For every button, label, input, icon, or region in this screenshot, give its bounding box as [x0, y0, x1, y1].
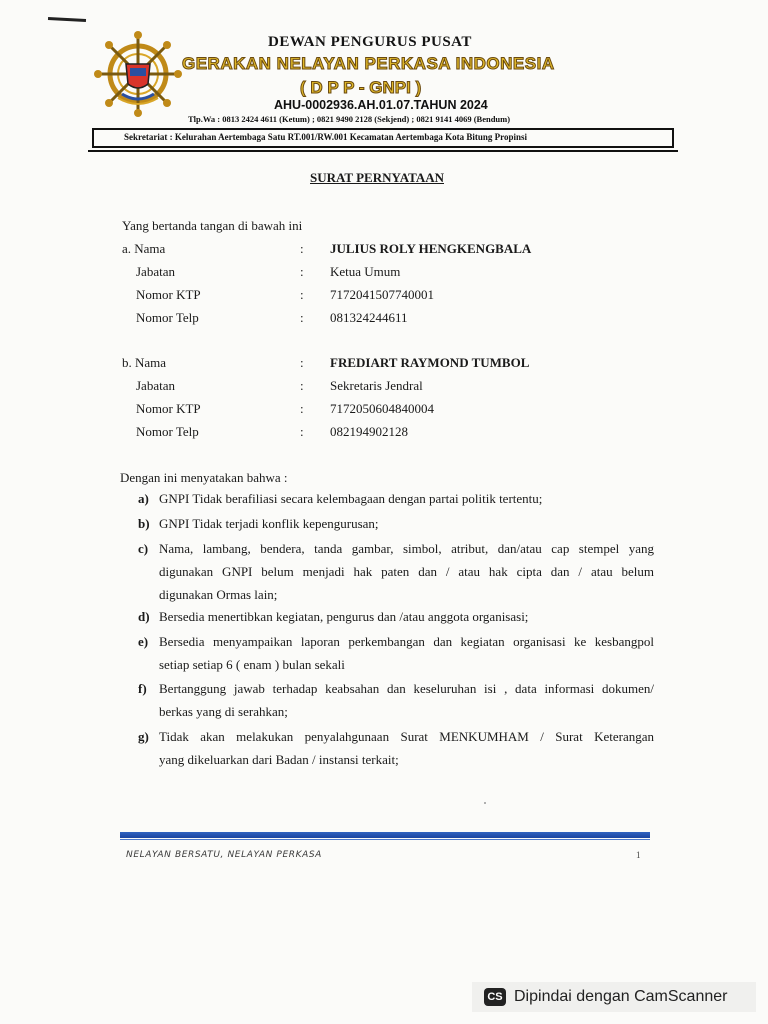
- item-text-line-2: digunakan GNPI belum menjadi hak paten dan / atau hak cipta dan / atau belum: [159, 564, 654, 579]
- statement-intro: Dengan ini menyatakan bahwa :: [120, 470, 288, 485]
- signer-a-ktp: 7172041507740001: [330, 287, 434, 302]
- secretariat-address: Sekretariat : Kelurahan Aertembaga Satu RT.001/RW.001 Kecamatan Aertembaga Kota Bitung Propinsi: [124, 132, 528, 142]
- colon: :: [300, 287, 304, 302]
- colon: :: [300, 310, 304, 325]
- colon: :: [300, 401, 304, 416]
- corner-mark: [48, 17, 86, 22]
- camscanner-watermark: [472, 982, 756, 1012]
- item-text: GNPI Tidak terjadi konflik kepengurusan;: [159, 516, 379, 531]
- signer-a-phone: 081324244611: [330, 310, 408, 325]
- camscanner-logo-icon: CS: [484, 988, 506, 1006]
- item-text-line-1: Tidak akan melakukan penyalahgunaan Surat MENKUMHAM / Surat Keterangan: [159, 729, 654, 744]
- item-marker: g): [138, 729, 149, 744]
- scan-speck: [484, 802, 486, 804]
- footer-divider: [120, 832, 650, 838]
- colon: :: [300, 241, 304, 256]
- signer-b-name: FREDIART RAYMOND TUMBOL: [330, 355, 530, 370]
- item-text-line-2: setiap setiap 6 ( enam ) bulan sekali: [159, 657, 345, 672]
- signer-b-phone: 082194902128: [330, 424, 408, 439]
- gnpi-logo-icon: [92, 30, 184, 122]
- signer-a-position: Ketua Umum: [330, 264, 401, 279]
- item-marker: a): [138, 491, 149, 506]
- position-label: Jabatan: [136, 264, 175, 279]
- signer-a-name: JULIUS ROLY HENGKENGBALA: [330, 241, 532, 256]
- contact-phones: Tlp.Wa : 0813 2424 4611 (Ketum) ; 0821 9490 2128 (Sekjend) ; 0821 9141 4069 (Bendum): [188, 114, 511, 124]
- item-marker: b): [138, 516, 150, 531]
- secretariat-box: [92, 128, 674, 148]
- phone-label: Nomor Telp: [136, 424, 199, 439]
- item-text-line-2: berkas yang di serahkan;: [159, 704, 288, 719]
- name-label: b. Nama: [122, 355, 167, 370]
- item-marker: e): [138, 634, 149, 649]
- position-label: Jabatan: [136, 378, 175, 393]
- item-text: Bersedia menertibkan kegiatan, pengurus dan /atau anggota organisasi;: [159, 609, 529, 624]
- intro-text: Yang bertanda tangan di bawah ini: [122, 218, 303, 233]
- page-number: 1: [636, 850, 641, 860]
- colon: :: [300, 264, 304, 279]
- item-text-line-1: Nama, lambang, bendera, tanda gambar, simbol, atribut, dan/atau cap stempel yang: [159, 541, 654, 556]
- item-text-line-3: digunakan Ormas lain;: [159, 587, 278, 602]
- ktp-label: Nomor KTP: [136, 287, 201, 302]
- item-marker: d): [138, 609, 150, 624]
- organization-abbreviation: ( D P P - GNPI ): [300, 78, 422, 97]
- ktp-label: Nomor KTP: [136, 401, 201, 416]
- letterhead-title: DEWAN PENGURUS PUSAT: [268, 34, 472, 50]
- item-marker: f): [138, 681, 147, 696]
- item-text-line-2: yang dikeluarkan dari Badan / instansi terkait;: [159, 752, 399, 767]
- colon: :: [300, 378, 304, 393]
- name-label: a. Nama: [122, 241, 166, 256]
- camscanner-text: Dipindai dengan CamScanner: [514, 988, 728, 1005]
- item-text: GNPI Tidak berafiliasi secara kelembagaan dengan partai politik tertentu;: [159, 491, 543, 506]
- footer-motto: NELAYAN BERSATU, NELAYAN PERKASA: [126, 850, 322, 860]
- phone-label: Nomor Telp: [136, 310, 199, 325]
- ahu-registration: AHU-0002936.AH.01.07.TAHUN 2024: [274, 98, 488, 112]
- item-text-line-1: Bersedia menyampaikan laporan perkembangan dan kegiatan organisasi ke kesbangpol: [159, 634, 654, 649]
- item-text-line-1: Bertanggung jawab terhadap keabsahan dan keseluruhan isi , data informasi dokumen/: [159, 681, 654, 696]
- item-marker: c): [138, 541, 149, 556]
- colon: :: [300, 355, 304, 370]
- colon: :: [300, 424, 304, 439]
- signer-b-position: Sekretaris Jendral: [330, 378, 423, 393]
- signer-b-ktp: 7172050604840004: [330, 401, 434, 416]
- organization-name: GERAKAN NELAYAN PERKASA INDONESIA: [182, 54, 555, 73]
- document-title: SURAT PERNYATAAN: [310, 170, 444, 185]
